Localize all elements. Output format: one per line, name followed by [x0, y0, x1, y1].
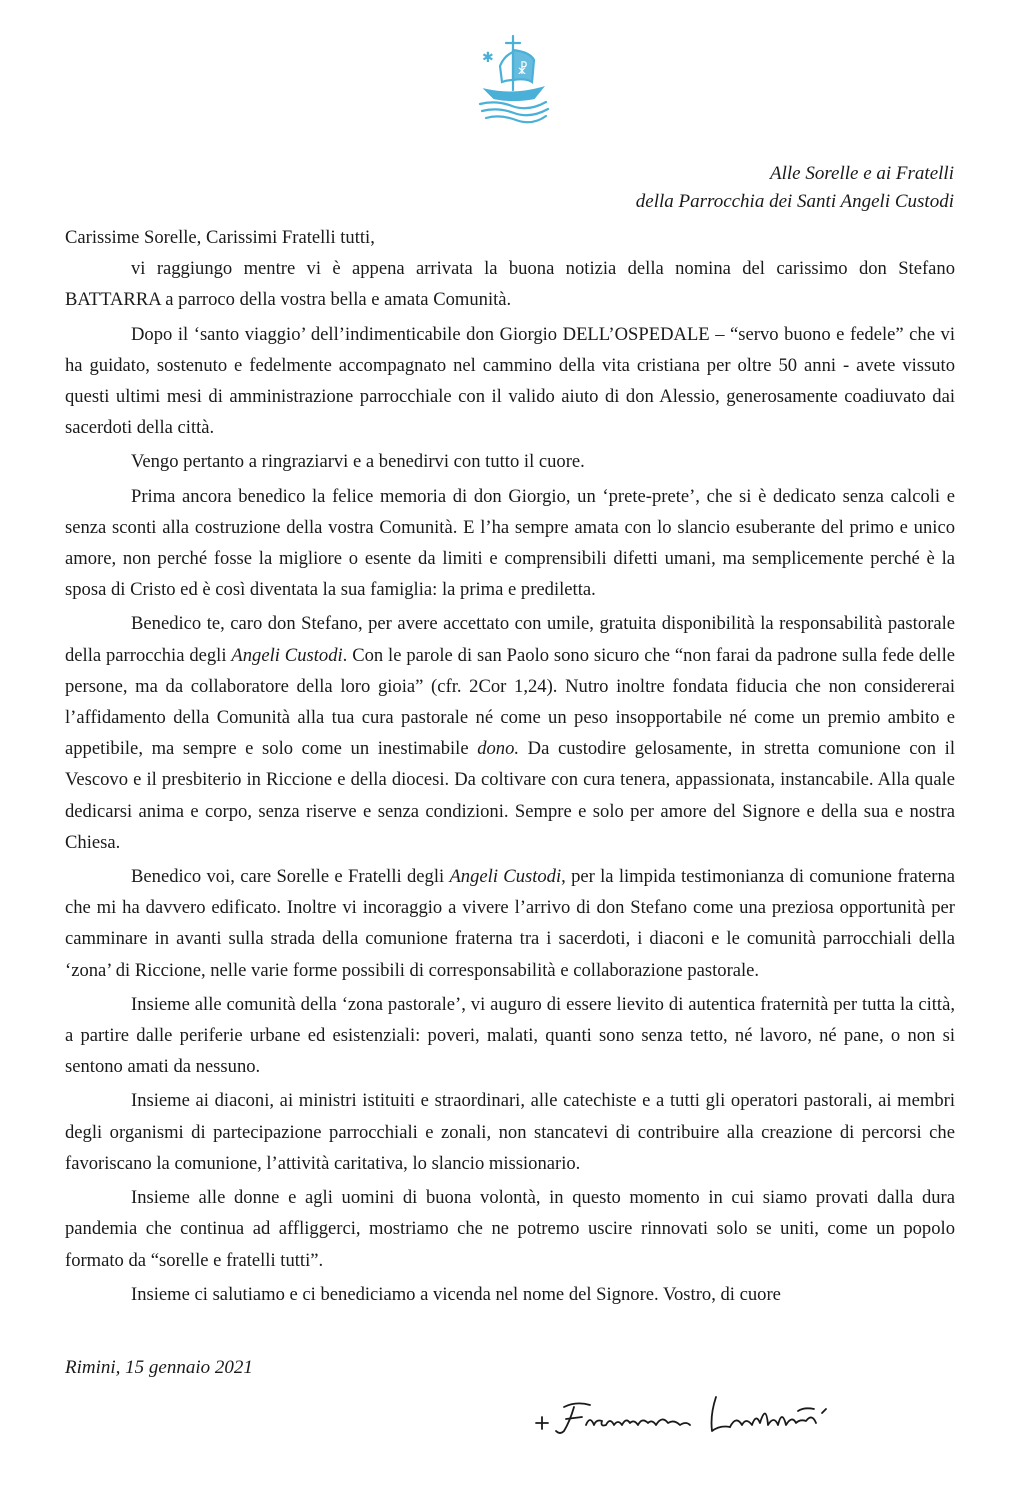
paragraph-1: vi raggiungo mentre vi è appena arrivata la buona notizia della nomina del carissimo don Stefano BATTARRA a parroco della vostra bella e amata Comunità.: [65, 258, 955, 311]
paragraph-10: Insieme ci salutiamo e ci benediciamo a vicenda nel nome del Signore. Vostro, di cuore: [131, 1283, 781, 1305]
paragraph-9: Insieme alle donne e agli uomini di buona volontà, in questo momento in cui siamo provati dalla dura pandemia che continua ad affliggerci, mostriamo che ne potremo uscire rinnovati solo se uniti, come un popolo formato da “sorelle e fratelli tutti”.: [65, 1187, 955, 1271]
paragraph-4: Prima ancora benedico la felice memoria di don Giorgio, un ‘prete-prete’, che si è dedicato senza calcoli e senza sconti alla costruzione della vostra Comunità. E l’ha sempre amata con lo slancio esuberante del primo e unico amore, non perché fosse la migliore o esente da limiti e comprensibili difetti umani, ma semplicemente perché è la sposa di Cristo ed è così diventata la sua famiglia: la prima e prediletta.: [65, 485, 955, 601]
svg-text:☧: ☧: [517, 62, 528, 78]
paragraph-3: Vengo pertanto a ringraziarvi e a benedirvi con tutto il cuore.: [131, 451, 585, 473]
address-line-2: della Parrocchia dei Santi Angeli Custodi: [635, 191, 954, 212]
svg-text:✱: ✱: [482, 50, 494, 66]
paragraph-6: [65, 861, 955, 986]
letter-body: [65, 222, 955, 1310]
paragraph-8: Insieme ai diaconi, ai ministri istituiti e straordinari, alle catechiste e a tutti gli operatori pastorali, ai membri degli organismi di partecipazione parrocchiali e zonali, non stancatevi di contribuire alla creazione di percorsi che favoriscano la comunione, l’attività caritativa, lo slancio missionario.: [65, 1090, 955, 1174]
paragraph-2: Dopo il ‘santo viaggio’ dell’indimenticabile don Giorgio DELL’OSPEDALE – “servo buono e fedele” che vi ha guidato, sostenuto e fedelmente accompagnato nel cammino della vita cristiana per oltre 50 anni - avete vissuto questi ultimi mesi di amministrazione parrocchiale con il valido aiuto di don Alessio, generosamente coadiuvato dai sacerdoti della città.: [65, 323, 955, 439]
recipient-address: [636, 160, 954, 216]
ship-cross-logo-icon: [468, 30, 558, 130]
paragraph-5-part-e: Da custodire gelosamente, in stretta comunione con il Vescovo e il presbiterio in Riccione e della diocesi. Da coltivare con cura tenera, appassionata, instancabile. Alla quale dedicarsi anima e corpo, senza riserve e senza condizioni. Sempre e solo per amore del Signore e della sua e nostra Chiesa.: [65, 738, 955, 853]
paragraph-5-part-a: Benedico te, caro don Stefano, per avere accettato con umile, gratuita disponibilità la responsabilità pastorale della parrocchia degli: [65, 613, 955, 666]
paragraph-6-part-c: , per la limpida testimonianza di comunione fraterna che mi ha davvero edificato. Inoltre vi incoraggio a vivere l’arrivo di don Stefano come una preziosa opportunità per camminare in avanti sulla strada della comunione fraterna tra i sacerdoti, i diaconi e le comunità parrocchiali della ‘zona’ di Riccione, nelle varie forme possibili di corresponsabilità e collaborazione pastorale.: [65, 866, 955, 981]
address-line-1: Alle Sorelle e ai Fratelli: [770, 163, 954, 184]
paragraph-6-part-a: Benedico voi, care Sorelle e Fratelli degli: [131, 866, 450, 888]
paragraph-6-emphasis-angeli: Angeli Custodi: [449, 866, 562, 888]
paragraph-5: [65, 608, 955, 858]
paragraph-5-part-c: . Con le parole di san Paolo sono sicuro che “non farai da padrone sulla fede delle persone, ma da collaboratore della loro gioia” (cfr. 2Cor 1,24). Nutro inoltre fondata fiducia che non considererai l’affidamento della Comunità alla tua cura pastorale né come un peso insopportabile né come un premio ambito e appetibile, ma sempre e solo come un inestimabile: [65, 644, 956, 760]
handwritten-signature: [530, 1385, 890, 1445]
paragraph-5-emphasis-dono: dono.: [477, 738, 520, 760]
place-date: Rimini, 15 gennaio 2021: [65, 1357, 253, 1378]
paragraph-5-emphasis-angeli: Angeli Custodi: [231, 644, 343, 666]
paragraph-7: Insieme alle comunità della ‘zona pastorale’, vi auguro di essere lievito di autentica fraternità per tutta la città, a partire dalle periferie urbane ed esistenziali: poveri, malati, quanti sono senza tetto, né lavoro, né pane, o non si sentono amati da nessuno.: [65, 993, 955, 1078]
salutation: Carissime Sorelle, Carissimi Fratelli tutti,: [65, 227, 375, 248]
